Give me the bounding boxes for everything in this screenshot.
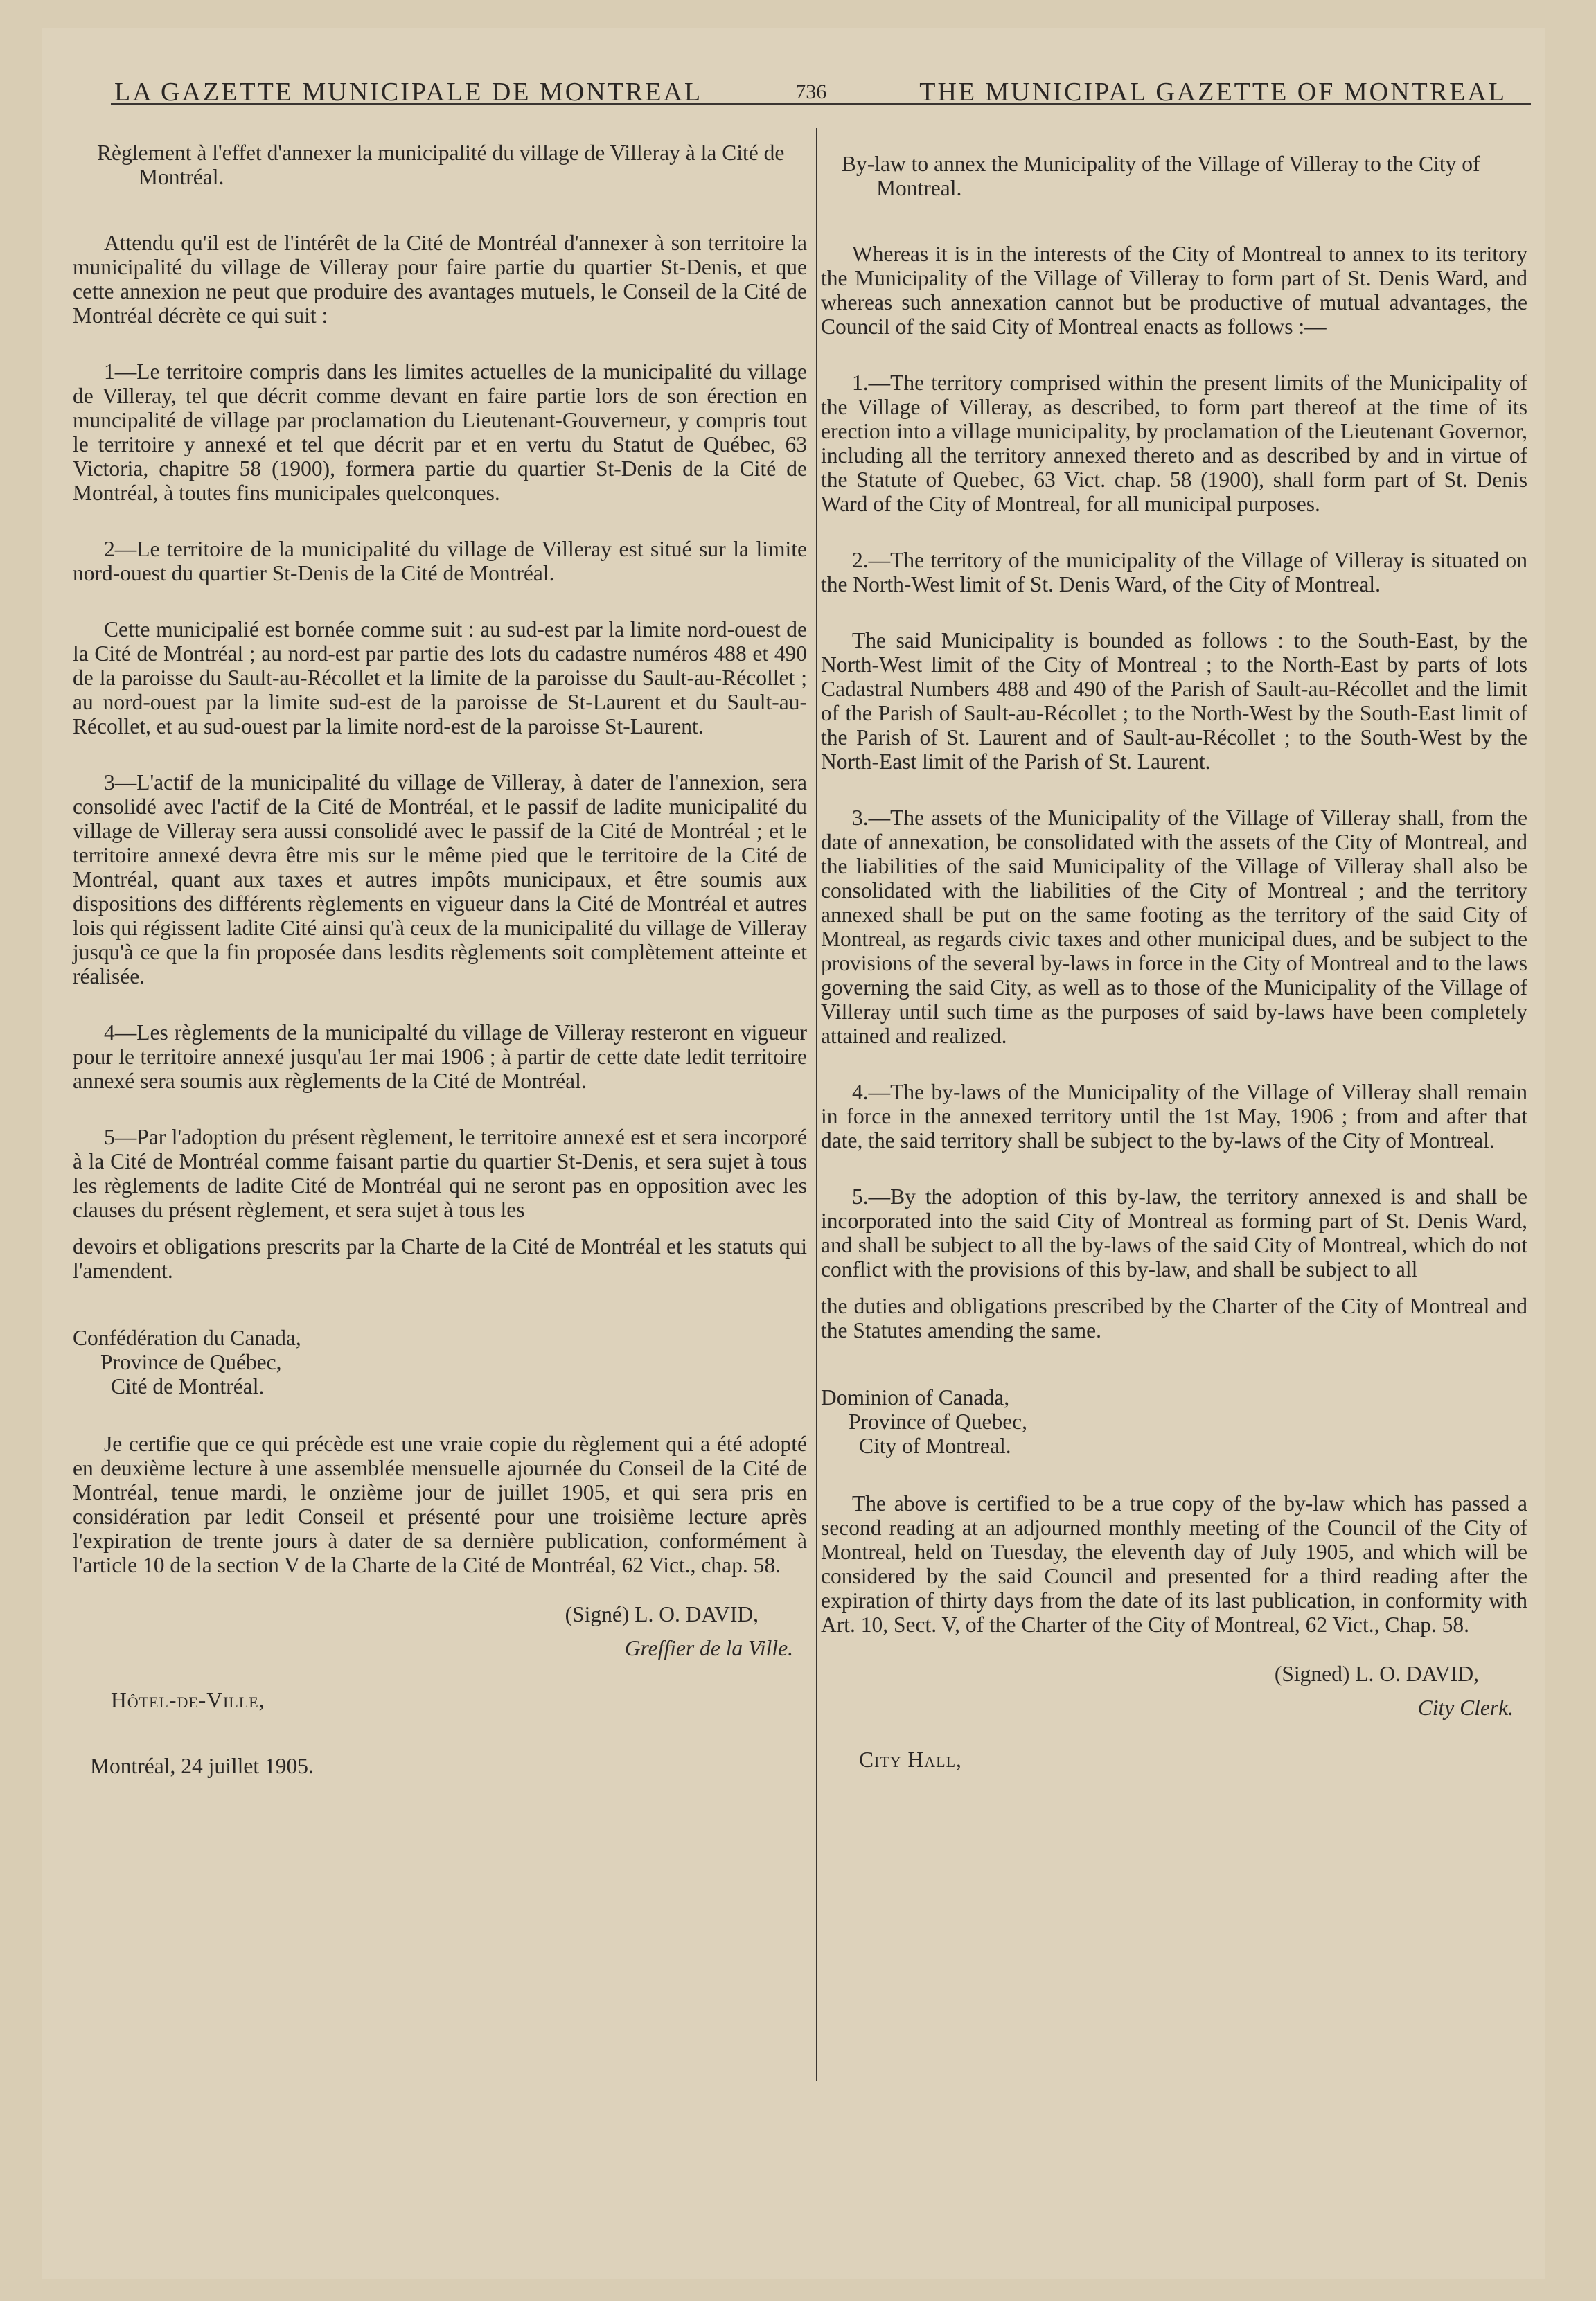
french-jurisdiction	[73, 1326, 807, 1398]
english-section-4: 4.—The by-laws of the Municipality of the Village of Villeray shall remain in force in the annexed territory until the 1st May, 1906 ; from and after that date, the said territory shall be subject to the by-laws of the City of Montreal.	[821, 1080, 1527, 1153]
french-jurisdiction-line: Confédération du Canada,	[73, 1326, 301, 1350]
french-jurisdiction-line: Cité de Montréal.	[111, 1374, 265, 1398]
english-section-5-continued: the duties and obligations prescribed by the Charter of the City of Montreal and the Statutes amending the same.	[821, 1294, 1527, 1342]
french-column	[73, 135, 807, 1778]
french-section-5: 5—Par l'adoption du présent règlement, le territoire annexé est et sera incorporé à la Cité de Montréal comme faisant partie du quartier St-Denis, et sera sujet à tous les règlements de ladite Cité de Montréal qui ne seront pas en opposition avec les clauses du présent règlement, et sera sujet à tous les	[73, 1125, 807, 1222]
french-date: Montréal, 24 juillet 1905.	[90, 1754, 314, 1778]
english-jurisdiction-line: Dominion of Canada,	[821, 1385, 1010, 1410]
english-column	[821, 135, 1527, 1772]
page-number: 736	[795, 80, 827, 103]
french-city-hall: Hôtel-de-Ville,	[111, 1688, 265, 1712]
french-preamble: Attendu qu'il est de l'intérêt de la Cité de Montréal d'annexer à son territoire la municipalité du village de Villeray pour faire partie du quartier St-Denis, et que cette annexion ne peut que produire des avantages mutuels, le Conseil de la Cité de Montréal décrète ce qui suit :	[73, 231, 807, 328]
english-city-hall: City Hall,	[859, 1748, 962, 1772]
french-section-2-boundaries: Cette municipalié est bornée comme suit : au sud-est par la limite nord-ouest de la Cité de Montréal ; au nord-est par partie des lots du cadastre numéros 488 et 490 de la paroisse du Sault-au-Récollet et la limite de la paroisse du Sault-au-Récollet ; au nord-ouest par la limite sud-est de la paroisse de St-Laurent et du Sault-au-Récollet, et au sud-ouest par la limite nord-est de la paroisse St-Laurent.	[73, 617, 807, 738]
english-section-2-boundaries: The said Municipality is bounded as follows : to the South-East, by the North-West limit of the City of Montreal ; to the North-East by parts of lots Cadastral Numbers 488 and 490 of the Parish of Sault-au-Récollet and the limit of the Parish of Sault-au-Récollet ; to the North-West by the South-East limit of the Parish of St. Laurent and of Sault-au-Récollet ; to the South-West by the North-East limit of the Parish of St. Laurent.	[821, 628, 1527, 774]
english-section-1: 1.—The territory comprised within the present limits of the Municipality of the Village of Villeray, as described, to form part thereof at the time of its erection into a village municipality, by proclamation of the Lieutenant Governor, including all the territory annexed thereto and as described by and in virtue of the Statute of Quebec, 63 Vict. chap. 58 (1900), shall form part of St. Denis Ward of the City of Montreal, for all municipal purposes.	[821, 371, 1527, 516]
header-french-title: LA GAZETTE MUNICIPALE DE MONTREAL	[114, 78, 703, 107]
french-section-5-continued: devoirs et obligations prescrits par la Charte de la Cité de Montréal et les statuts qui l'amendent.	[73, 1234, 807, 1283]
english-certificate: The above is certified to be a true copy of the by-law which has passed a second reading at an adjourned monthly meeting of the Council of the City of Montreal, held on Tuesday, the eleventh day of July 1905, and which will be considered by the said Council and presented for a third reading after the expiration of thirty days from the date of its last publication, in conformity with Art. 10, Sect. V, of the Charter of the City of Montreal, 62 Vict., Chap. 58.	[821, 1491, 1527, 1637]
english-jurisdiction-line: Province of Quebec,	[849, 1410, 1028, 1434]
english-jurisdiction-line: City of Montreal.	[859, 1434, 1011, 1458]
english-signature: (Signed) L. O. DAVID,	[1274, 1662, 1479, 1686]
english-section-5: 5.—By the adoption of this by-law, the territory annexed is and shall be incorporated into the said City of Montreal as forming part of St. Denis Ward, and shall be subject to all the by-laws of the said City of Montreal, which do not conflict with the provisions of this by-law, and shall be subject to all	[821, 1184, 1527, 1281]
french-section-4: 4—Les règlements de la municipalté du village de Villeray resteront en vigueur pour le territoire annexé jusqu'au 1er mai 1906 ; à partir de cette date ledit territoire annexé sera soumis aux règlements de la Cité de Montréal.	[73, 1020, 807, 1093]
french-clerk-title: Greffier de la Ville.	[624, 1636, 793, 1660]
english-clerk-title: City Clerk.	[1417, 1696, 1514, 1720]
french-jurisdiction-line: Province de Québec,	[100, 1350, 282, 1374]
english-preamble: Whereas it is in the interests of the City of Montreal to annex to its teritory the Municipality of the Village of Villeray to form part of St. Denis Ward, and whereas such annexation cannot but be productive of mutual advantages, the Council of the said City of Montreal enacts as follows :—	[821, 242, 1527, 339]
french-title: Règlement à l'effet d'annexer la municipalité du village de Villeray à la Cité de Montréal.	[97, 141, 785, 189]
french-section-2: 2—Le territoire de la municipalité du village de Villeray est situé sur la limite nord-ouest du quartier St-Denis de la Cité de Montréal.	[73, 537, 807, 585]
page-header	[114, 68, 1507, 116]
header-english-title: THE MUNICIPAL GAZETTE OF MONTREAL	[919, 78, 1507, 107]
english-section-2: 2.—The territory of the municipality of the Village of Villeray is situated on the North-West limit of St. Denis Ward, of the City of Montreal.	[821, 548, 1527, 596]
french-signature: (Signé) L. O. DAVID,	[565, 1602, 759, 1626]
french-certificate: Je certifie que ce qui précède est une vraie copie du règlement qui a été adopté en deuxième lecture à une assemblée mensuelle ajournée du Conseil de la Cité de Montréal, tenue mardi, le onzième jour de juillet 1905, et qui sera pris en considération par ledit Conseil et présenté pour une troisième lecture après l'expiration de trente jours à dater de sa dernière publication, conformément à l'article 10 de la section V de la Charte de la Cité de Montréal, 62 Vict., chap. 58.	[73, 1432, 807, 1577]
column-divider	[816, 128, 817, 2081]
header-rule	[111, 103, 1531, 105]
english-section-3: 3.—The assets of the Municipality of the Village of Villeray shall, from the date of annexation, be consolidated with the assets of the City of Montreal, and the liabilities of the said Municipality of the Village of Villeray shall also be consolidated with the liabilities of the City of Montreal ; and the territory annexed shall be put on the same footing as the territory of the said City of Montreal, as regards civic taxes and other municipal dues, and be subject to the provisions of the several by-laws in force in the City of Montreal and to the laws governing the said City, as well as to those of the Municipality of the Village of Villeray until such time as the purposes of said by-laws have been completely attained and realized.	[821, 806, 1527, 1048]
french-section-1: 1—Le territoire compris dans les limites actuelles de la municipalité du village de Villeray, tel que décrit comme devant en faire partie lors de son érection en muncipalité de village par proclamation du Lieutenant-Gouverneur, y compris tout le territoire y annexé et tel que décrit par et en vertu du Statut de Québec, 63 Victoria, chapitre 58 (1900), formera partie du quartier St-Denis de la Cité de Montréal, à toutes fins municipales quelconques.	[73, 359, 807, 505]
english-jurisdiction	[821, 1385, 1527, 1458]
french-section-3: 3—L'actif de la municipalité du village de Villeray, à dater de l'annexion, sera consolidé avec l'actif de la Cité de Montréal, et le passif de ladite municipalité du village de Villeray sera aussi consolidé avec le passif de la Cité de Montréal ; et le territoire annexé devra être mis sur le même pied que le territoire de la Cité de Montréal, quant aux taxes et autres impôts municipaux, et être soumis aux dispositions des différents règlements en vigueur dans la Cité de Montréal et autres lois qui régissent ladite Cité ainsi qu'à ceux de la municipalité du village de Villeray jusqu'à ce que la fin proposée dans lesdits règlements soit complètement atteinte et réalisée.	[73, 770, 807, 988]
english-title: By-law to annex the Municipality of the Village of Villeray to the City of Montreal.	[842, 152, 1480, 200]
